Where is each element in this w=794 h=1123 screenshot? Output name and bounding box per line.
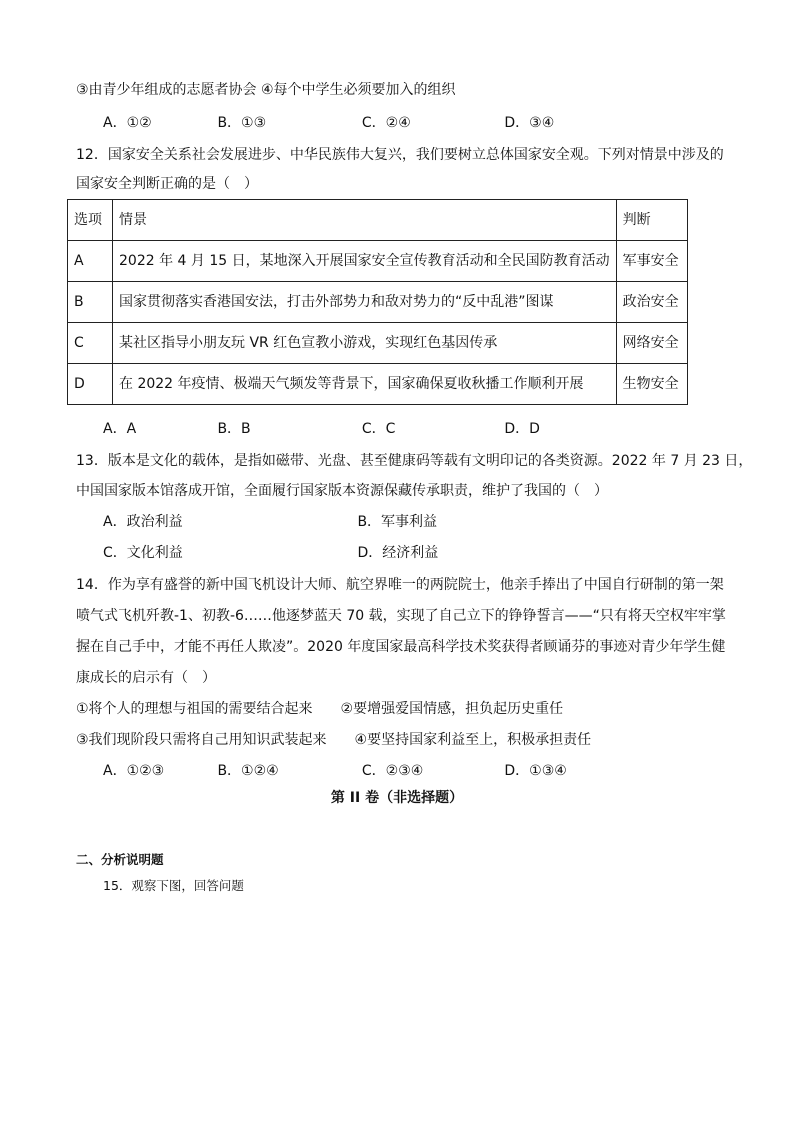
row-judgment: 生物安全 bbox=[616, 364, 687, 405]
row-judgment: 政治安全 bbox=[616, 282, 687, 323]
table-row bbox=[68, 241, 688, 282]
q14-stem-line4: 康成长的启示有（ ） bbox=[76, 670, 216, 686]
q11-option-d[interactable]: D．③④ bbox=[504, 115, 555, 131]
row-option: B bbox=[68, 282, 113, 323]
header-judgment: 判断 bbox=[616, 200, 687, 241]
q13-stem-line1: 13．版本是文化的载体，是指如磁带、光盘、甚至健康码等载有文明印记的各类资源。2022 年 7 月 23 日， bbox=[76, 453, 753, 469]
part2-heading: 二、分析说明题 bbox=[76, 852, 164, 867]
table-row bbox=[68, 364, 688, 405]
q14-stem-line3: 握在自己手中，才能不再任人欺凌”。2020 年度国家最高科学技术奖获得者顾诵芬的事迹对青少年学生健 bbox=[76, 639, 726, 655]
q11-option-b[interactable]: B．①③ bbox=[217, 115, 267, 131]
row-option: A bbox=[68, 241, 113, 282]
section-title: 第 II 卷（非选择题） bbox=[330, 790, 464, 806]
header-option: 选项 bbox=[68, 200, 113, 241]
table-row bbox=[68, 323, 688, 364]
q12-stem-line1: 12．国家安全关系社会发展进步、中华民族伟大复兴，我们要树立总体国家安全观。下列对情景中涉及的 bbox=[76, 147, 724, 163]
row-judgment: 军事安全 bbox=[616, 241, 687, 282]
q12-options bbox=[103, 419, 540, 439]
q12-option-c[interactable]: C．C bbox=[361, 421, 396, 437]
q11-options bbox=[103, 113, 554, 133]
row-scenario: 某社区指导小朋友玩 VR 红色宣教小游戏，实现红色基因传承 bbox=[113, 323, 617, 364]
q13-option-b[interactable]: B．军事利益 bbox=[357, 514, 438, 530]
q13-options-row2 bbox=[103, 543, 438, 563]
q11-option-c[interactable]: C．②④ bbox=[361, 115, 411, 131]
row-scenario: 在 2022 年疫情、极端天气频发等背景下，国家确保夏收秋播工作顺利开展 bbox=[113, 364, 617, 405]
row-scenario: 2022 年 4 月 15 日，某地深入开展国家安全宣传教育活动和全民国防教育活动 bbox=[113, 241, 617, 282]
q14-option-d[interactable]: D．①③④ bbox=[504, 763, 567, 779]
q12-stem-line2: 国家安全判断正确的是（ ） bbox=[76, 176, 258, 192]
q14-stem-line1: 14．作为享有盛誉的新中国飞机设计大师、航空界唯一的两院院士，他亲手捧出了中国自行研制的第一架 bbox=[76, 577, 724, 593]
q14-statements-line1: ①将个人的理想与祖国的需要结合起来 ②要增强爱国情感，担负起历史重任 bbox=[76, 701, 564, 717]
header-scenario: 情景 bbox=[113, 200, 617, 241]
q11-statements: ③由青少年组成的志愿者协会 ④每个中学生必须要加入的组织 bbox=[76, 82, 456, 98]
row-option: D bbox=[68, 364, 113, 405]
q13-option-d[interactable]: D．经济利益 bbox=[357, 545, 439, 561]
q14-stem-line2: 喷气式飞机歼教-1、初教-6……他逐梦蓝天 70 载，实现了自己立下的铮铮誓言——“只有将天空权牢牢掌 bbox=[76, 608, 726, 624]
row-judgment: 网络安全 bbox=[616, 323, 687, 364]
q11-option-a[interactable]: A．①② bbox=[103, 115, 152, 131]
q15-stem: 15．观察下图，回答问题 bbox=[103, 878, 244, 893]
q14-option-a[interactable]: A．①②③ bbox=[103, 763, 165, 779]
q14-statements-line2: ③我们现阶段只需将自己用知识武装起来 ④要坚持国家利益至上，积极承担责任 bbox=[76, 732, 592, 748]
q14-option-b[interactable]: B．①②④ bbox=[217, 763, 279, 779]
q14-option-c[interactable]: C．②③④ bbox=[361, 763, 424, 779]
row-scenario: 国家贯彻落实香港国安法，打击外部势力和敌对势力的“反中乱港”图谋 bbox=[113, 282, 617, 323]
row-option: C bbox=[68, 323, 113, 364]
table-header-row bbox=[68, 200, 688, 241]
table-row bbox=[68, 282, 688, 323]
q13-options-row1 bbox=[103, 512, 437, 532]
q12-table bbox=[67, 199, 688, 405]
q12-option-b[interactable]: B．B bbox=[217, 421, 251, 437]
q14-options bbox=[103, 761, 567, 781]
q13-option-a[interactable]: A．政治利益 bbox=[103, 514, 183, 530]
q12-option-a[interactable]: A．A bbox=[103, 421, 137, 437]
q13-option-c[interactable]: C．文化利益 bbox=[103, 545, 183, 561]
q12-option-d[interactable]: D．D bbox=[504, 421, 540, 437]
q13-stem-line2: 中国国家版本馆落成开馆，全面履行国家版本资源保藏传承职责，维护了我国的（ ） bbox=[76, 483, 608, 499]
